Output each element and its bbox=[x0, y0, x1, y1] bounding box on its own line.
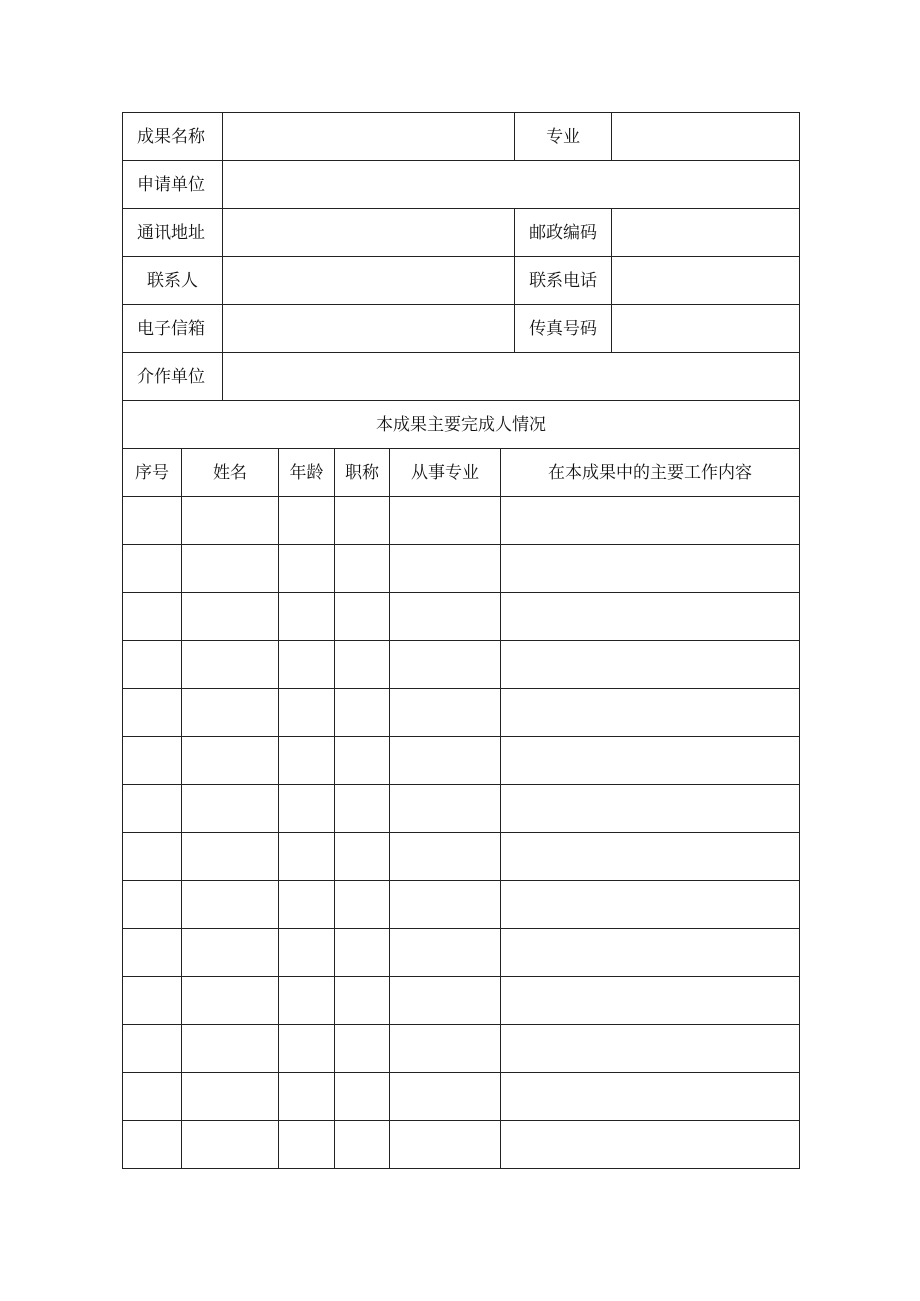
cell-work[interactable] bbox=[501, 689, 800, 737]
col-header-specialty: 从事专业 bbox=[390, 449, 501, 497]
row-address bbox=[123, 209, 800, 257]
cell-title[interactable] bbox=[335, 1025, 390, 1073]
cell-name[interactable] bbox=[182, 1073, 279, 1121]
cell-name[interactable] bbox=[182, 737, 279, 785]
referrer-field[interactable] bbox=[223, 353, 800, 401]
cell-name[interactable] bbox=[182, 593, 279, 641]
cell-name[interactable] bbox=[182, 689, 279, 737]
cell-name[interactable] bbox=[182, 977, 279, 1025]
row-column-headers bbox=[123, 449, 800, 497]
referrer-label: 介作单位 bbox=[123, 353, 223, 401]
cell-title[interactable] bbox=[335, 881, 390, 929]
row-achievement-name bbox=[123, 113, 800, 161]
row-section-title bbox=[123, 401, 800, 449]
cell-seq[interactable] bbox=[123, 737, 182, 785]
cell-age[interactable] bbox=[279, 785, 335, 833]
cell-seq[interactable] bbox=[123, 641, 182, 689]
cell-age[interactable] bbox=[279, 1073, 335, 1121]
applicant-unit-field[interactable] bbox=[223, 161, 800, 209]
cell-work[interactable] bbox=[501, 785, 800, 833]
fax-label: 传真号码 bbox=[515, 305, 612, 353]
row-applicant-unit bbox=[123, 161, 800, 209]
cell-seq[interactable] bbox=[123, 977, 182, 1025]
member-row bbox=[123, 545, 800, 593]
major-label: 专业 bbox=[515, 113, 612, 161]
cell-specialty[interactable] bbox=[390, 641, 501, 689]
cell-specialty[interactable] bbox=[390, 545, 501, 593]
cell-age[interactable] bbox=[279, 689, 335, 737]
cell-age[interactable] bbox=[279, 497, 335, 545]
member-row bbox=[123, 1121, 800, 1169]
cell-seq[interactable] bbox=[123, 881, 182, 929]
cell-title[interactable] bbox=[335, 929, 390, 977]
cell-age[interactable] bbox=[279, 1121, 335, 1169]
cell-age[interactable] bbox=[279, 593, 335, 641]
cell-seq[interactable] bbox=[123, 785, 182, 833]
address-label: 通讯地址 bbox=[123, 209, 223, 257]
cell-work[interactable] bbox=[501, 593, 800, 641]
contact-label: 联系人 bbox=[123, 257, 223, 305]
cell-seq[interactable] bbox=[123, 1073, 182, 1121]
cell-name[interactable] bbox=[182, 1121, 279, 1169]
cell-seq[interactable] bbox=[123, 1025, 182, 1073]
cell-specialty[interactable] bbox=[390, 689, 501, 737]
cell-title[interactable] bbox=[335, 833, 390, 881]
cell-title[interactable] bbox=[335, 737, 390, 785]
cell-specialty[interactable] bbox=[390, 977, 501, 1025]
cell-title[interactable] bbox=[335, 641, 390, 689]
cell-seq[interactable] bbox=[123, 833, 182, 881]
cell-age[interactable] bbox=[279, 737, 335, 785]
section-title: 本成果主要完成人情况 bbox=[123, 401, 800, 449]
cell-title[interactable] bbox=[335, 545, 390, 593]
member-row bbox=[123, 1073, 800, 1121]
cell-work[interactable] bbox=[501, 737, 800, 785]
col-header-title: 职称 bbox=[335, 449, 390, 497]
cell-seq[interactable] bbox=[123, 689, 182, 737]
achievement-name-field[interactable] bbox=[223, 113, 515, 161]
cell-name[interactable] bbox=[182, 929, 279, 977]
cell-name[interactable] bbox=[182, 497, 279, 545]
cell-specialty[interactable] bbox=[390, 1073, 501, 1121]
member-row bbox=[123, 785, 800, 833]
cell-work[interactable] bbox=[501, 929, 800, 977]
email-label: 电子信箱 bbox=[123, 305, 223, 353]
email-field[interactable] bbox=[223, 305, 515, 353]
cell-age[interactable] bbox=[279, 977, 335, 1025]
cell-name[interactable] bbox=[182, 833, 279, 881]
cell-name[interactable] bbox=[182, 1025, 279, 1073]
cell-age[interactable] bbox=[279, 881, 335, 929]
achievement-form-table bbox=[122, 112, 800, 1169]
contact-field[interactable] bbox=[223, 257, 515, 305]
member-row bbox=[123, 977, 800, 1025]
member-row bbox=[123, 593, 800, 641]
cell-name[interactable] bbox=[182, 785, 279, 833]
cell-age[interactable] bbox=[279, 1025, 335, 1073]
member-row bbox=[123, 833, 800, 881]
cell-specialty[interactable] bbox=[390, 1025, 501, 1073]
cell-work[interactable] bbox=[501, 833, 800, 881]
row-email bbox=[123, 305, 800, 353]
cell-title[interactable] bbox=[335, 1073, 390, 1121]
col-header-seq: 序号 bbox=[123, 449, 182, 497]
cell-specialty[interactable] bbox=[390, 929, 501, 977]
col-header-work: 在本成果中的主要工作内容 bbox=[501, 449, 800, 497]
cell-seq[interactable] bbox=[123, 929, 182, 977]
phone-field[interactable] bbox=[612, 257, 800, 305]
cell-title[interactable] bbox=[335, 785, 390, 833]
fax-field[interactable] bbox=[612, 305, 800, 353]
member-row bbox=[123, 737, 800, 785]
cell-work[interactable] bbox=[501, 977, 800, 1025]
cell-work[interactable] bbox=[501, 1025, 800, 1073]
cell-age[interactable] bbox=[279, 929, 335, 977]
cell-age[interactable] bbox=[279, 545, 335, 593]
member-row bbox=[123, 1025, 800, 1073]
cell-specialty[interactable] bbox=[390, 497, 501, 545]
cell-seq[interactable] bbox=[123, 593, 182, 641]
address-field[interactable] bbox=[223, 209, 515, 257]
cell-specialty[interactable] bbox=[390, 593, 501, 641]
row-referrer bbox=[123, 353, 800, 401]
achievement-name-label: 成果名称 bbox=[123, 113, 223, 161]
cell-title[interactable] bbox=[335, 593, 390, 641]
cell-specialty[interactable] bbox=[390, 785, 501, 833]
row-contact bbox=[123, 257, 800, 305]
cell-work[interactable] bbox=[501, 497, 800, 545]
cell-age[interactable] bbox=[279, 641, 335, 689]
applicant-unit-label: 申请单位 bbox=[123, 161, 223, 209]
cell-title[interactable] bbox=[335, 1121, 390, 1169]
postcode-label: 邮政编码 bbox=[515, 209, 612, 257]
cell-work[interactable] bbox=[501, 1073, 800, 1121]
cell-age[interactable] bbox=[279, 833, 335, 881]
cell-name[interactable] bbox=[182, 641, 279, 689]
cell-work[interactable] bbox=[501, 545, 800, 593]
cell-seq[interactable] bbox=[123, 545, 182, 593]
cell-name[interactable] bbox=[182, 545, 279, 593]
cell-specialty[interactable] bbox=[390, 881, 501, 929]
cell-title[interactable] bbox=[335, 689, 390, 737]
cell-work[interactable] bbox=[501, 641, 800, 689]
major-field[interactable] bbox=[612, 113, 800, 161]
col-header-name: 姓名 bbox=[182, 449, 279, 497]
cell-specialty[interactable] bbox=[390, 737, 501, 785]
cell-seq[interactable] bbox=[123, 1121, 182, 1169]
cell-name[interactable] bbox=[182, 881, 279, 929]
member-row bbox=[123, 497, 800, 545]
col-header-age: 年龄 bbox=[279, 449, 335, 497]
cell-work[interactable] bbox=[501, 1121, 800, 1169]
member-row bbox=[123, 689, 800, 737]
member-row bbox=[123, 881, 800, 929]
cell-title[interactable] bbox=[335, 977, 390, 1025]
cell-specialty[interactable] bbox=[390, 833, 501, 881]
member-row bbox=[123, 641, 800, 689]
cell-specialty[interactable] bbox=[390, 1121, 501, 1169]
cell-work[interactable] bbox=[501, 881, 800, 929]
cell-title[interactable] bbox=[335, 497, 390, 545]
postcode-field[interactable] bbox=[612, 209, 800, 257]
member-row bbox=[123, 929, 800, 977]
cell-seq[interactable] bbox=[123, 497, 182, 545]
phone-label: 联系电话 bbox=[515, 257, 612, 305]
